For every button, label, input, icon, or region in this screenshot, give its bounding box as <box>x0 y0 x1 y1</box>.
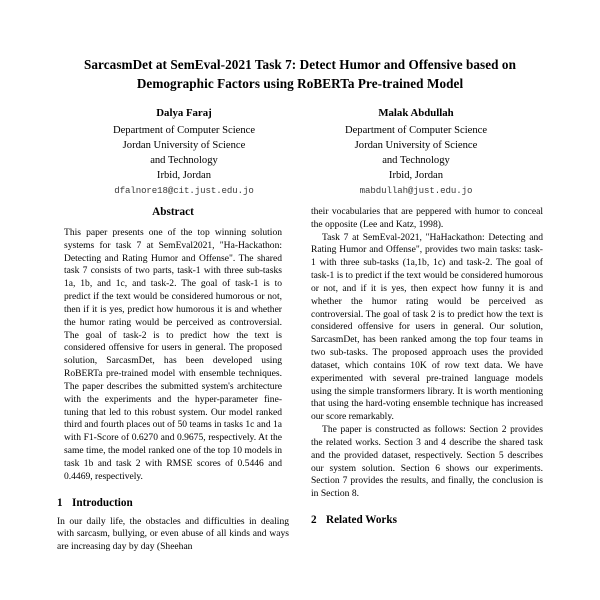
abstract-body <box>57 227 289 484</box>
section-number: 1 <box>57 496 63 509</box>
author-email[interactable]: dfalnore18@cit.just.edu.jo <box>114 184 254 196</box>
abstract-heading: Abstract <box>152 206 194 218</box>
left-column <box>57 206 289 554</box>
abstract-text: This paper presents one of the top winning solution systems for task 7 at SemEval2021, "Ha-Hackathon: Detecting and Rating Humor and Offense". The shared task 7 consists of two parts, task-1 with three sub-tasks 1a, 1b, and 1c, and task-2. The goal of task-1 is to predict if the text would be considered humorous or not, then if it is yes, predict how humorous it is and whether the humor rating would be perceived as controversial. The goal of task-2 is to predict how the text is considered offensive for users in general. The proposed solution, SarcasmDet, has been developed using RoBERTa pre-trained model with ensemble techniques. The paper describes the submitted system's architecture with the experiments and the hyper-parameter fine-tuning that led to this robust system. Our model ranked third and fourth places out of 50 teams in tasks 1c and 1a with F1-Score of 0.6270 and 0.9675, respectively. At the same time, the model ranked one of the top 10 models in task 1b and task 2 with RMSE scores of 0.5446 and 0.4469, respectively. <box>64 227 282 482</box>
author-affiliation-line: Irbid, Jordan <box>156 169 212 181</box>
author-affiliation-line: and Technology <box>382 154 450 166</box>
author-entry-1 <box>68 106 300 197</box>
section-heading-introduction <box>57 497 289 509</box>
right-column <box>311 206 543 554</box>
introduction-paragraph: In our daily life, the obstacles and difficulties in dealing with sarcasm, bullying, or even abuse of all kinds and ways are increasing day by day (Sheehan <box>57 515 289 553</box>
section-title: Introduction <box>72 496 133 509</box>
intro-paragraph-2: Task 7 at SemEval-2021, "HaHackathon: Detecting and Rating Humor and Offense", provides two main tasks: task-1 with three sub-tasks (1a,1b, 1c) and task-2. The goal of task-1 is to predict if the text would be considered humorous or not, and if it is yes, then expect how funny it is and whether the humor rating would be perceived as controversial. The goal of task 2 is to predict how the text is considered offensive for users in general. Our solution, SarcasmDet, has been ranked among the top four teams in two sub-tasks. The proposed approach uses the provided dataset, which contains 10K of row text data. We have experimented with several pre-trained language models using the simple transformers library. It is worth mentioning that using the hard-voting ensemble technique has increased our score remarkably. <box>311 231 543 423</box>
author-entry-2 <box>300 106 532 197</box>
page-title: SarcasmDet at SemEval-2021 Task 7: Detect Humor and Offensive based on Demographic Factors using RoBERTa Pre-trained Model <box>84 57 516 92</box>
body-columns <box>0 206 600 554</box>
section-title: Related Works <box>326 514 397 527</box>
author-affiliation-line: Department of Computer Science <box>112 124 256 136</box>
author-affiliation-line: Jordan University of Science <box>354 139 478 151</box>
author-affiliation-line: Irbid, Jordan <box>388 169 444 181</box>
author-affiliation-line: Department of Computer Science <box>344 124 488 136</box>
author-email[interactable]: mabdullah@just.edu.jo <box>359 184 473 196</box>
section-number: 2 <box>311 514 317 527</box>
author-affiliation-line: Jordan University of Science <box>122 139 246 151</box>
author-name: Dalya Faraj <box>156 107 212 120</box>
author-block <box>0 106 600 197</box>
continued-paragraph: their vocabularies that are peppered with humor to conceal the opposite (Lee and Katz, 1998). <box>311 206 543 230</box>
section-heading-related-works <box>311 514 543 526</box>
author-name: Malak Abdullah <box>378 107 454 120</box>
intro-paragraph-3: The paper is constructed as follows: Section 2 provides the related works. Section 3 and 4 describe the shared task and the provided dataset, respectively. Section 5 describes our system solution. Section 6 shows our experiments. Section 7 provides the results, and finally, the conclusion is in Section 8. <box>311 424 543 500</box>
author-affiliation-line: and Technology <box>150 154 218 166</box>
